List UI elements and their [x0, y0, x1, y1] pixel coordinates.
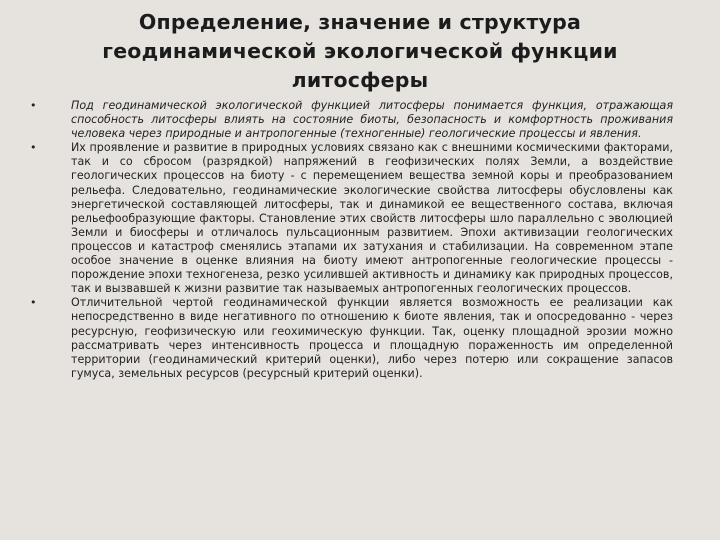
paragraph-definition: Под геодинамической экологической функцией литосферы понимается функция, отражающая способность литосферы влиять на состояние биоты, безопасность и комфортность проживания человека через природные и антропогенные (техногенные) геологические процессы и явления. — [71, 99, 673, 141]
paragraph-distinctive-feature: Отличительной чертой геодинамической функции является возможность ее реализации как непосредственно в виде негативного по отношению к биоте явления, так и опосредованно - через ресурсную, геофизическую или геохимическую функции. Так, оценку площадной эрозии можно рассматривать через интенсивность процесса и площадную пораженность им определенной территории (геодинамический критерий оценки), либо через потерю или сокращение запасов гумуса, земельных ресурсов (ресурсный критерий оценки). — [71, 296, 673, 380]
paragraph-development: Их проявление и развитие в природных условиях связано как с внешними космическими факторами, так и со сбросом (разрядкой) напряжений в геофизических полях Земли, а воздействие геологических процессов на биоту - с перемещением вещества земной коры и преобразованием рельефа. Следовательно, геодинамические экологические свойства литосферы обусловлены как энергетической составляющей литосферы, так и динамикой ее вещественного состава, включая рельефообразующие факторы. Становление этих свойств литосферы шло параллельно с эволюцией Земли и биосферы и отличалось пульсационным развитием. Эпохи активизации геологических процессов и катастроф сменялись этапами их затухания и стабилизации. На современном этапе особое значение в оценке влияния на биоту имеют антропогенные геологические процессы - порождение эпохи техногенеза, резко усилившей активность и динамику как природных процессов, так и вызвавшей к жизни развитие так называемых антропогенных геологических процессов. — [71, 141, 673, 296]
list-item — [30, 296, 673, 381]
list-item — [30, 99, 673, 141]
bullet-icon: • — [30, 99, 37, 112]
bullet-icon: • — [30, 141, 37, 155]
list-item — [30, 141, 673, 296]
bullet-icon: • — [30, 296, 37, 310]
slide-title: Определение, значение и структура геодинамической экологической функции литосферы — [102, 10, 618, 92]
slide-body — [30, 99, 673, 381]
